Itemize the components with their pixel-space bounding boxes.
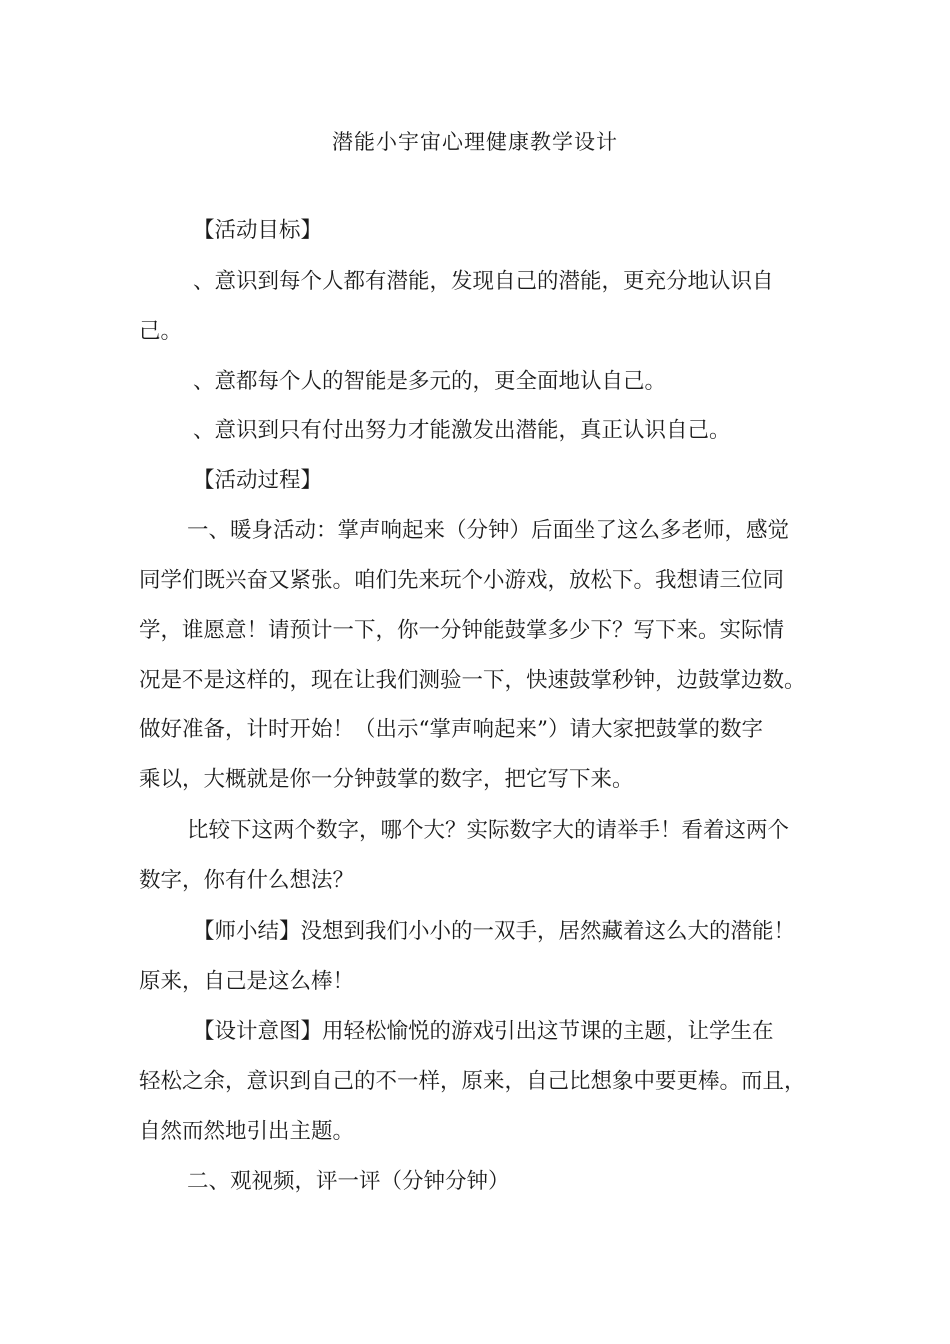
paragraph-line: 原来，自己是这么棒！ — [139, 969, 355, 994]
paragraph-line: 做好准备，计时开始！（出示“掌声响起来”）请大家把鼓掌的数字 — [139, 717, 763, 742]
paragraph-line: 【师小结】没想到我们小小的一双手，居然藏着这么大的潜能！ — [193, 919, 796, 944]
paragraph-line: 乘以，大概就是你一分钟鼓掌的数字，把它写下来。 — [139, 767, 634, 792]
section-heading-goals: 【活动目标】 — [193, 218, 323, 243]
paragraph-line: 轻松之余，意识到自己的不一样，原来，自己比想象中要更棒。而且， — [139, 1069, 806, 1094]
paragraph-line: 一、暖身活动：掌声响起来（分钟）后面坐了这么多老师，感觉 — [187, 518, 790, 543]
paragraph-line: 、意识到只有付出努力才能激发出潜能，真正认识自己。 — [193, 418, 731, 443]
paragraph-line: 己。 — [139, 319, 183, 344]
paragraph-line: 数字，你有什么想法？ — [139, 868, 355, 893]
section-heading-process: 【活动过程】 — [193, 468, 323, 493]
paragraph-line: 学，谁愿意！请预计一下，你一分钟能鼓掌多少下？写下来。实际情 — [139, 618, 785, 643]
paragraph-line: 比较下这两个数字，哪个大？实际数字大的请举手！看着这两个 — [187, 818, 790, 843]
paragraph-line: 二、观视频，评一评（分钟分钟） — [187, 1169, 510, 1194]
paragraph-line: 、意都每个人的智能是多元的，更全面地认自己。 — [193, 369, 667, 394]
paragraph-line: 自然而然地引出主题。 — [139, 1119, 355, 1144]
paragraph-line: 【设计意图】用轻松愉悦的游戏引出这节课的主题，让学生在 — [193, 1019, 774, 1044]
paragraph-line: 、意识到每个人都有潜能，发现自己的潜能，更充分地认识自 — [193, 269, 774, 294]
paragraph-line: 同学们既兴奋又紧张。咱们先来玩个小游戏，放松下。我想请三位同 — [139, 568, 785, 593]
paragraph-line: 况是不是这样的，现在让我们测验一下，快速鼓掌秒钟，边鼓掌边数。 — [139, 668, 806, 693]
document-title: 潜能小宇宙心理健康教学设计 — [332, 130, 618, 154]
